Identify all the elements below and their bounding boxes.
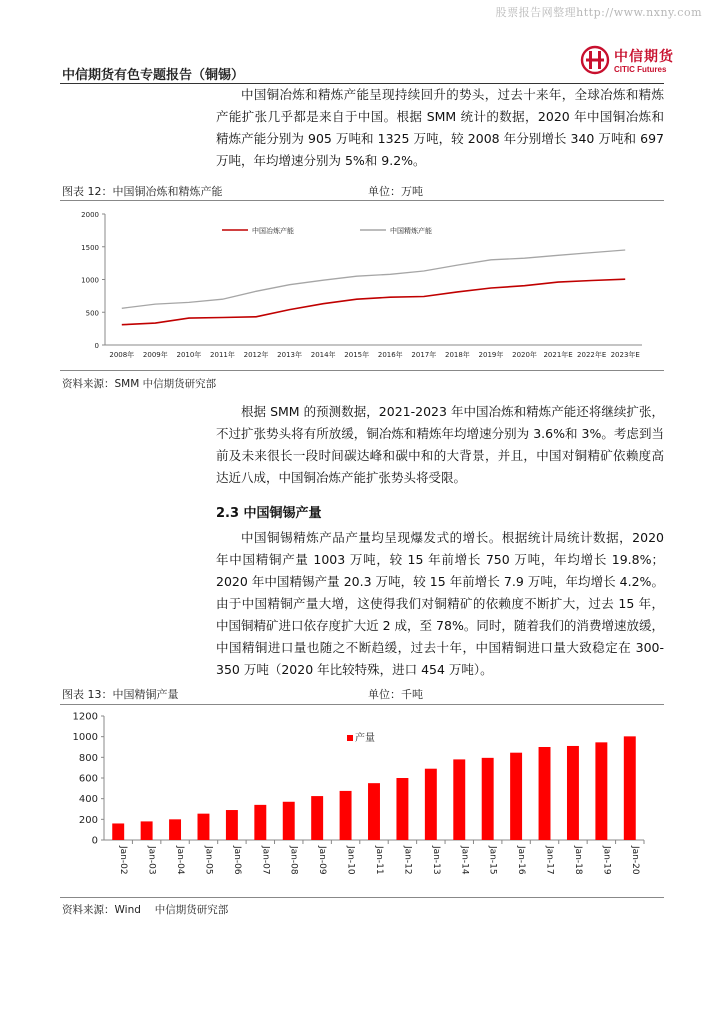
x-tick-label: 2016年 [377,351,403,359]
logo-en-text: CITIC Futures [614,65,667,74]
x-tick-label: 2019年 [478,351,504,359]
figure13-bottom-rule [60,897,664,898]
bar [112,823,124,840]
figure13-unit: 单位：千吨 [368,688,423,701]
y-tick-label: 2000 [81,211,99,219]
report-header-title: 中信期货有色专题报告（铜锡） [62,68,245,83]
x-tick-label: Jan-02 [118,846,129,875]
x-tick-label: 2010年 [176,351,202,359]
x-tick-label: 2012年 [243,351,269,359]
figure13-top-rule [60,704,664,705]
logo-cn-text: 中信期货 [614,49,674,65]
x-tick-label: Jan-16 [516,846,527,875]
legend-label: 中国冶炼产能 [252,227,294,235]
paragraph-capacity: 中国铜冶炼和精炼产能呈现持续回升的势头，过去十来年，全球冶炼和精炼产能扩张几乎都是来自于中国。根据 SMM 统计的数据，2020 年中国铜冶炼和精炼产能分别为 905 万吨和 1325 万吨，较 2008 年分别增长 340 万吨和 697 万吨，年均增速分别为 5%和 9.2%。 [216,87,664,168]
figure13-label: 图表 13：中国精铜产量 [62,688,179,701]
paragraph-forecast: 根据 SMM 的预测数据，2021-2023 年中国冶炼和精炼产能还将继续扩张，不过扩张势头将有所放缓，铜冶炼和精炼年均增速分别为 3.6%和 3%。考虑到当前及未来很长一段时间碳达峰和碳中和的大背景，并且，中国对铜精矿依赖度高达近八成，中国铜冶炼产能扩张势头将受限。 [216,404,664,485]
x-tick-label: 2008年 [109,351,135,359]
bar [368,783,380,840]
x-tick-label: 2022年E [577,351,607,359]
bar [141,821,153,840]
bar [624,736,636,840]
x-tick-label: Jan-03 [146,846,157,875]
x-tick-label: 2023年E [610,351,640,359]
section-heading: 2.3 中国铜锡产量 [216,506,322,521]
x-tick-label: Jan-06 [231,846,242,875]
capacity-line-chart [60,202,664,368]
bar [510,753,522,840]
x-tick-label: Jan-07 [260,846,271,875]
bar [482,758,494,840]
bar [340,791,352,840]
y-tick-label: 0 [94,342,99,350]
bar [169,819,181,840]
x-tick-label: Jan-14 [459,846,470,875]
bar [311,796,323,840]
y-tick-label: 200 [78,814,98,826]
x-tick-label: 2017年 [411,351,437,359]
y-tick-label: 0 [91,835,98,847]
legend-label: 中国精炼产能 [390,227,432,235]
figure13-source: 资料来源：Wind 中信期货研究部 [62,904,229,916]
x-tick-label: Jan-05 [203,846,214,875]
bar [539,747,551,840]
x-tick-label: Jan-20 [629,846,640,875]
y-tick-label: 500 [85,309,99,318]
x-tick-label: Jan-08 [288,846,299,875]
x-tick-label: 2009年 [142,351,168,359]
x-tick-label: 2014年 [310,351,336,359]
bar [567,746,579,840]
x-tick-label: 2011年 [210,351,235,359]
y-tick-label: 1000 [72,732,98,744]
x-tick-label: 2018年 [444,351,470,359]
figure12-unit: 单位：万吨 [368,185,423,198]
x-tick-label: Jan-09 [317,846,328,875]
bar [396,778,408,840]
bar [595,742,607,840]
bar [283,802,295,840]
figure12-label: 图表 12：中国铜冶炼和精炼产能 [62,185,223,198]
legend-label: 产量 [355,733,375,744]
x-tick-label: Jan-13 [430,846,441,875]
bar [453,759,465,840]
y-tick-label: 400 [78,794,98,806]
x-tick-label: Jan-04 [175,846,186,875]
refined-copper-bar-chart [60,706,664,896]
x-tick-label: 2015年 [344,351,370,359]
company-logo [580,44,680,78]
x-tick-label: Jan-15 [487,846,498,875]
watermark: 股票报告网整理http://www.nxny.com [495,6,702,19]
x-tick-label: 2020年 [512,351,537,359]
x-tick-label: Jan-10 [345,846,356,875]
series-line [122,250,625,308]
y-tick-label: 1200 [72,711,98,723]
bar [226,810,238,840]
bar [425,769,437,840]
x-tick-label: Jan-11 [374,846,384,875]
paragraph-production: 中国铜锡精炼产品产量均呈现爆发式的增长。根据统计局统计数据，2020 年中国精铜产量 1003 万吨，较 15 年前增长 750 万吨，年均增长 19.8%；2020 年中国精锡产量 20.3 万吨，较 15 年前增长 7.9 万吨，年均增长 4.2%。由于中国精铜产量大增，这使得我们对铜精矿的依赖度不断扩大，过去 15 年，中国铜精矿进口依存度扩大近 2 成，至 78%。同时，随着我们的消费增速放缓，中国精铜进口量也随之不断趋缓，过去十年，中国精铜进口量大致稳定在 300-350 万吨（2020 年比较特殊，进口 454 万吨）。 [216,530,664,677]
x-tick-label: 2021年E [543,351,573,359]
bar [254,805,266,840]
x-tick-label: Jan-12 [402,846,413,875]
legend-swatch [347,735,353,741]
y-tick-label: 800 [78,752,98,764]
y-tick-label: 1000 [81,276,99,285]
y-tick-label: 600 [78,773,98,785]
bar [198,814,210,840]
x-tick-label: Jan-18 [572,846,583,875]
x-tick-label: Jan-17 [544,846,555,875]
citic-logo-icon [580,45,610,75]
figure12-source: 资料来源：SMM 中信期货研究部 [62,378,217,390]
y-tick-label: 1500 [81,243,99,252]
figure12-top-rule [60,200,664,201]
x-tick-label: Jan-19 [601,846,612,875]
x-tick-label: 2013年 [277,351,303,359]
figure12-bottom-rule [60,370,664,371]
